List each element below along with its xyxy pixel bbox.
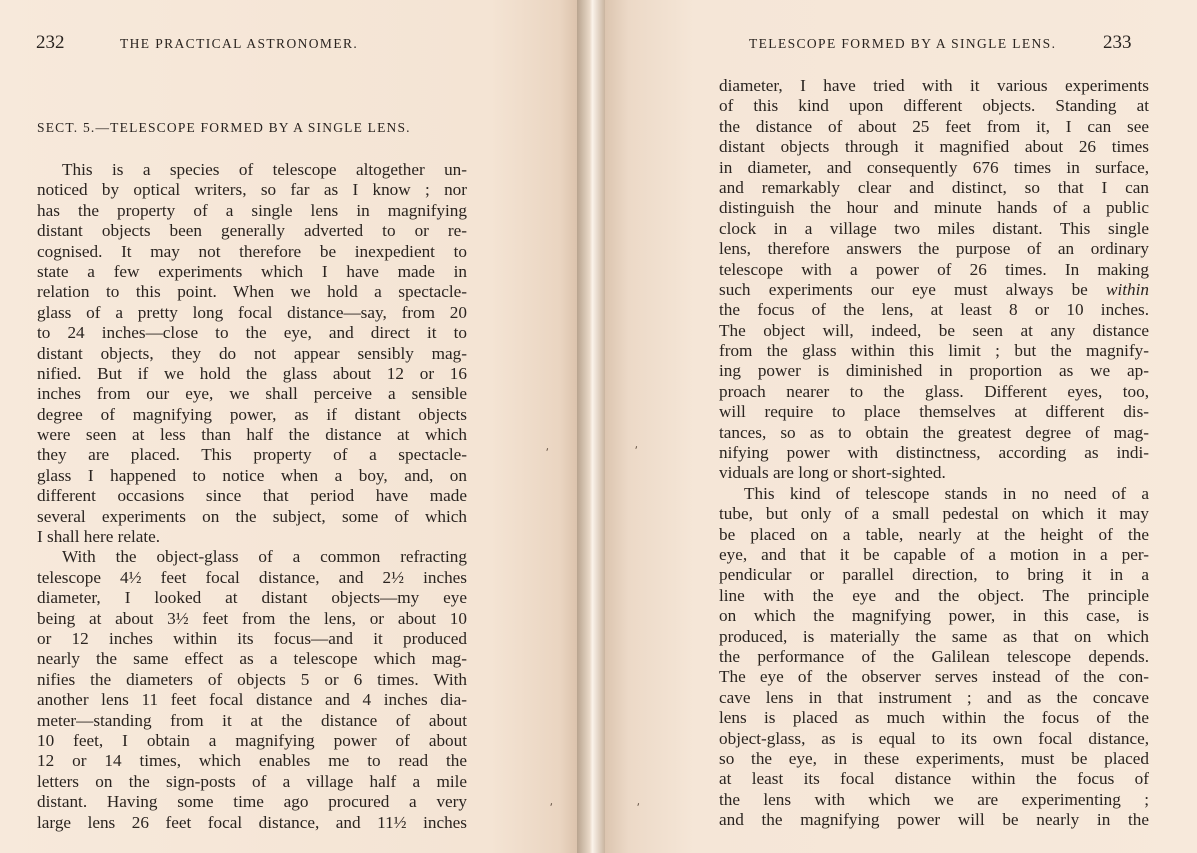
text-line: different occasions since that period have made xyxy=(37,486,467,506)
text-line: they are placed. This property of a spectacle- xyxy=(37,445,467,465)
left-body-text xyxy=(37,160,467,833)
text-line: were seen at less than half the distance at which xyxy=(37,425,467,445)
book-gutter xyxy=(577,0,605,853)
text-line: in diameter, and consequently 676 times in surface, xyxy=(719,157,1149,177)
text-line: from the glass within this limit ; but the magnify- xyxy=(719,341,1149,361)
text-line: cave lens in that instrument ; and as the concave xyxy=(719,687,1149,707)
text-line: eye, and that it be capable of a motion in a per- xyxy=(719,544,1149,564)
text-line: produced, is materially the same as that on which xyxy=(719,626,1149,646)
text-line: tube, but only of a small pedestal on which it may xyxy=(719,504,1149,524)
text-line: distinguish the hour and minute hands of a public xyxy=(719,198,1149,218)
text-line: the performance of the Galilean telescope depends. xyxy=(719,646,1149,666)
emphasis-word: within xyxy=(1106,279,1149,299)
text-line: large lens 26 feet focal distance, and 11½ inches xyxy=(37,812,467,832)
left-page xyxy=(0,0,577,853)
text-line: With the object-glass of a common refracting xyxy=(62,547,467,567)
left-running-head: THE PRACTICAL ASTRONOMER. xyxy=(120,36,359,51)
binding-mark: ⸴ xyxy=(635,439,638,452)
text-line: viduals are long or short-sighted. xyxy=(719,463,946,483)
right-body-text xyxy=(719,76,1149,830)
text-line: meter—standing from it at the distance of about xyxy=(37,710,467,730)
text-line: relation to this point. When we hold a spectacle- xyxy=(37,282,467,302)
text-line: 12 or 14 times, which enables me to read the xyxy=(37,751,467,771)
text-line: 10 feet, I obtain a magnifying power of about xyxy=(37,730,467,750)
text-line: so the eye, in these experiments, must be placed xyxy=(719,748,1149,768)
text-line: I shall here relate. xyxy=(37,527,161,547)
text-line: and remarkably clear and distinct, so that I can xyxy=(719,177,1149,197)
text-line: pendicular or parallel direction, to bring it in a xyxy=(719,565,1149,585)
text-line: nifies the diameters of objects 5 or 6 times. With xyxy=(37,669,467,689)
right-running-head: TELESCOPE FORMED BY A SINGLE LENS. xyxy=(749,36,1057,51)
text-line: several experiments on the subject, some of which xyxy=(37,506,467,526)
text-line: diameter, I have tried with it various experiments xyxy=(719,76,1149,95)
text-line: object-glass, as is equal to its own focal distance, xyxy=(719,728,1149,748)
text-line: line with the eye and the object. The principle xyxy=(719,585,1149,605)
text-line: at least its focal distance within the focus of xyxy=(719,769,1149,789)
section-heading: SECT. 5.—TELESCOPE FORMED BY A SINGLE LENS. xyxy=(37,120,411,135)
text-segment: such experiments our eye must always be xyxy=(719,279,1088,299)
text-line: lens is placed as much within the focus of the xyxy=(719,708,1149,728)
text-line: nearly the same effect as a telescope which mag- xyxy=(37,649,467,669)
text-line: The eye of the observer serves instead of the con- xyxy=(719,667,1149,687)
text-line: glass of a pretty long focal distance—say, from 20 xyxy=(37,302,467,322)
text-line: cognised. It may not therefore be inexpedient to xyxy=(37,241,467,261)
text-line: lens, therefore answers the purpose of an ordinary xyxy=(719,239,1149,259)
text-line: telescope 4½ feet focal distance, and 2½ inches xyxy=(37,567,467,587)
text-line: has the property of a single lens in magnifying xyxy=(37,200,467,220)
text-line: nifying power with distinctness, according as indi- xyxy=(719,443,1149,463)
text-line: diameter, I looked at distant objects—my eye xyxy=(37,588,467,608)
text-line: glass I happened to notice when a boy, and, on xyxy=(37,465,467,485)
text-line: or 12 inches within its focus—and it produced xyxy=(37,628,467,648)
text-line: of this kind upon different objects. Standing at xyxy=(719,96,1149,116)
right-page xyxy=(605,0,1197,853)
binding-mark: ⸴ xyxy=(550,796,553,809)
text-line: be placed on a table, nearly at the height of the xyxy=(719,524,1149,544)
text-line-with-emphasis xyxy=(719,280,1149,300)
text-line: another lens 11 feet focal distance and 4 inches dia- xyxy=(37,690,467,710)
text-line: tances, so as to obtain the greatest degree of mag- xyxy=(719,422,1149,442)
text-line: clock in a village two miles distant. This single xyxy=(719,218,1149,238)
text-line: and the magnifying power will be nearly in the xyxy=(719,810,1149,830)
text-line: nified. But if we hold the glass about 12 or 16 xyxy=(37,363,467,383)
text-line: to 24 inches—close to the eye, and direct it to xyxy=(37,323,467,343)
text-line: This kind of telescope stands in no need of a xyxy=(744,483,1149,503)
text-line: the distance of about 25 feet from it, I can see xyxy=(719,116,1149,136)
text-line: degree of magnifying power, as if distant objects xyxy=(37,404,467,424)
text-line: the lens with which we are experimenting ; xyxy=(719,789,1149,809)
right-page-number: 233 xyxy=(1103,32,1132,53)
text-line: ing power is diminished in proportion as we ap- xyxy=(719,361,1149,381)
text-line: inches from our eye, we shall perceive a sensible xyxy=(37,384,467,404)
text-line: state a few experiments which I have made in xyxy=(37,261,467,281)
binding-mark: ⸴ xyxy=(637,796,640,809)
text-line: noticed by optical writers, so far as I know ; nor xyxy=(37,180,467,200)
text-line: This is a species of telescope altogether un- xyxy=(62,160,467,179)
text-line: telescope with a power of 26 times. In making xyxy=(719,259,1149,279)
binding-mark: ⸴ xyxy=(546,441,549,454)
text-line: being at about 3½ feet from the lens, or about 10 xyxy=(37,608,467,628)
text-line: distant objects been generally adverted to or re- xyxy=(37,221,467,241)
text-line: will require to place themselves at different dis- xyxy=(719,402,1149,422)
text-line: the focus of the lens, at least 8 or 10 inches. xyxy=(719,300,1149,320)
text-line: on which the magnifying power, in this case, is xyxy=(719,606,1149,626)
text-line: The object will, indeed, be seen at any distance xyxy=(719,320,1149,340)
text-line: distant objects through it magnified about 26 times xyxy=(719,137,1149,157)
text-line: proach nearer to the glass. Different eyes, too, xyxy=(719,381,1149,401)
text-line: distant objects, they do not appear sensibly mag- xyxy=(37,343,467,363)
text-line: distant. Having some time ago procured a very xyxy=(37,792,467,812)
left-page-number: 232 xyxy=(36,32,65,53)
text-line: letters on the sign-posts of a village half a mile xyxy=(37,771,467,791)
